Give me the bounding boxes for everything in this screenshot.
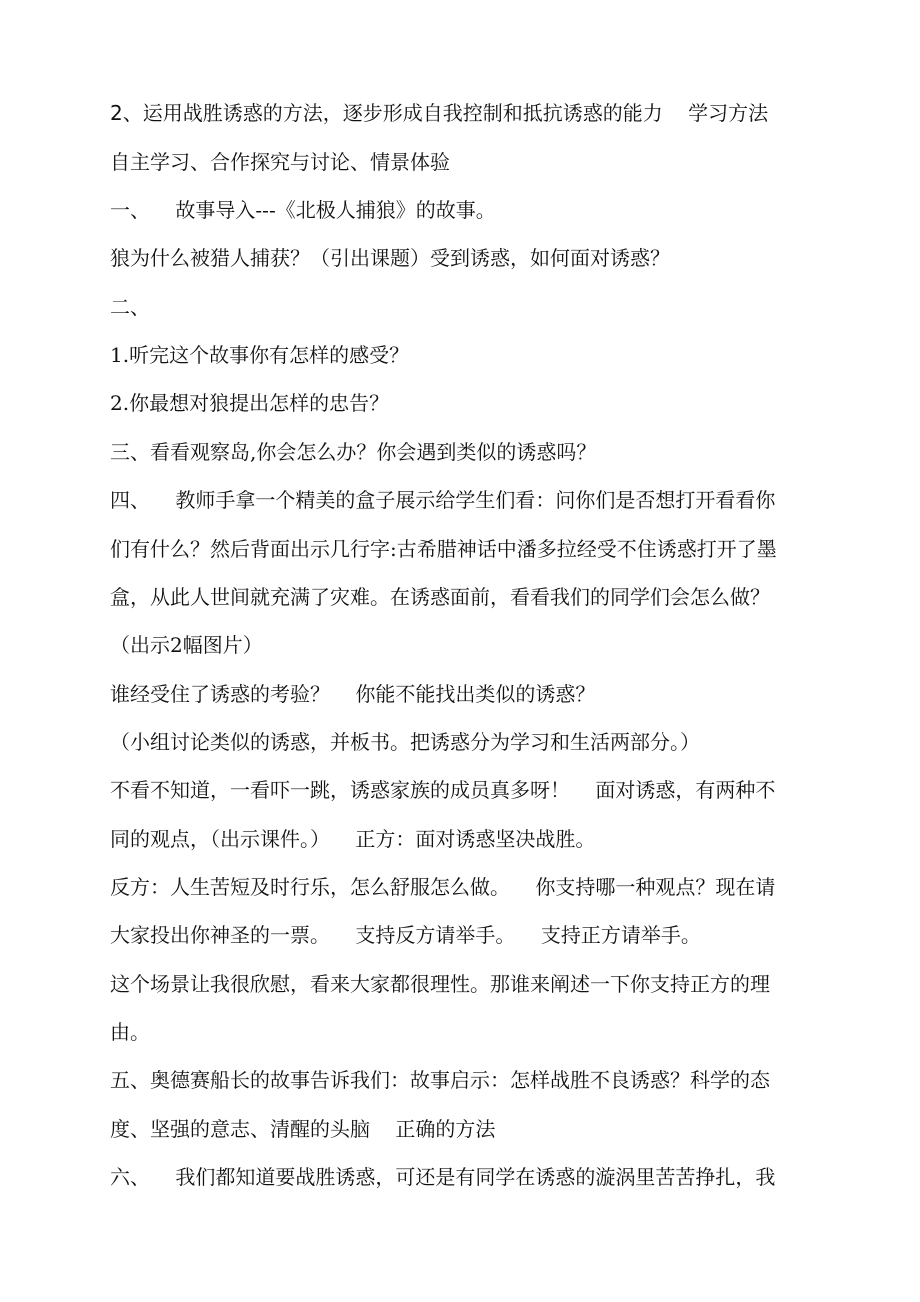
text-line: 这个场景让我很欣慰，看来大家都很理性。那谁来阐述一下你支持正方的理 xyxy=(110,972,770,996)
text-line: （出示2幅图片） xyxy=(110,633,263,657)
text-line: 2.你最想对狼提出怎样的忠告？ xyxy=(110,391,390,415)
text-line: 四、 教师手拿一个精美的盒子展示给学生们看：问你们是否想打开看看你 xyxy=(110,488,776,512)
text-line: 自主学习、合作探究与讨论、情景体验 xyxy=(110,150,450,174)
text-line: 不看不知道，一看吓一跳，诱惑家族的成员真多呀！ 面对诱惑，有两种不 xyxy=(110,778,776,802)
text-line: 谁经受住了诱惑的考验？ 你能不能找出类似的诱惑？ xyxy=(110,682,596,706)
text-line: 反方：人生苦短及时行乐，怎么舒服怎么做。 你支持哪一种观点？现在请 xyxy=(110,875,776,899)
text-line: 狼为什么被猎人捕获？（引出课题）受到诱惑，如何面对诱惑？ xyxy=(110,246,670,270)
text-line: 盒，从此人世间就充满了灾难。在诱惑面前，看看我们的同学们会怎么做？ xyxy=(110,585,770,609)
text-line: 们有什么？然后背面出示几行字:古希腊神话中潘多拉经受不住诱惑打开了墨 xyxy=(110,537,777,561)
text-line: 五、奥德赛船长的故事告诉我们：故事启示：怎样战胜不良诱惑？科学的态 xyxy=(110,1068,770,1092)
text-line: （小组讨论类似的诱惑，并板书。把诱惑分为学习和生活两部分。） xyxy=(110,730,700,754)
text-line: 1.听完这个故事你有怎样的感受？ xyxy=(110,343,410,367)
text-line: 大家投出你神圣的一票。 支持反方请举手。 支持正方请举手。 xyxy=(110,923,701,947)
text-line: 六、 我们都知道要战胜诱惑，可还是有同学在诱惑的漩涡里苦苦挣扎，我 xyxy=(110,1165,776,1189)
text-line: 三、看看观察岛,你会怎么办？你会遇到类似的诱惑吗？ xyxy=(110,440,597,464)
text-line: 2、运用战胜诱惑的方法，逐步形成自我控制和抵抗诱惑的能力 学习方法 xyxy=(110,101,769,125)
text-line: 度、坚强的意志、清醒的头脑 正确的方法 xyxy=(110,1117,496,1141)
text-line: 由。 xyxy=(110,1020,150,1044)
text-line: 同的观点，（出示课件。） 正方：面对诱惑坚决战胜。 xyxy=(110,827,596,851)
text-line: 二、 xyxy=(110,295,150,319)
text-line: 一、 故事导入---《北极人捕狼》的故事。 xyxy=(110,198,496,222)
